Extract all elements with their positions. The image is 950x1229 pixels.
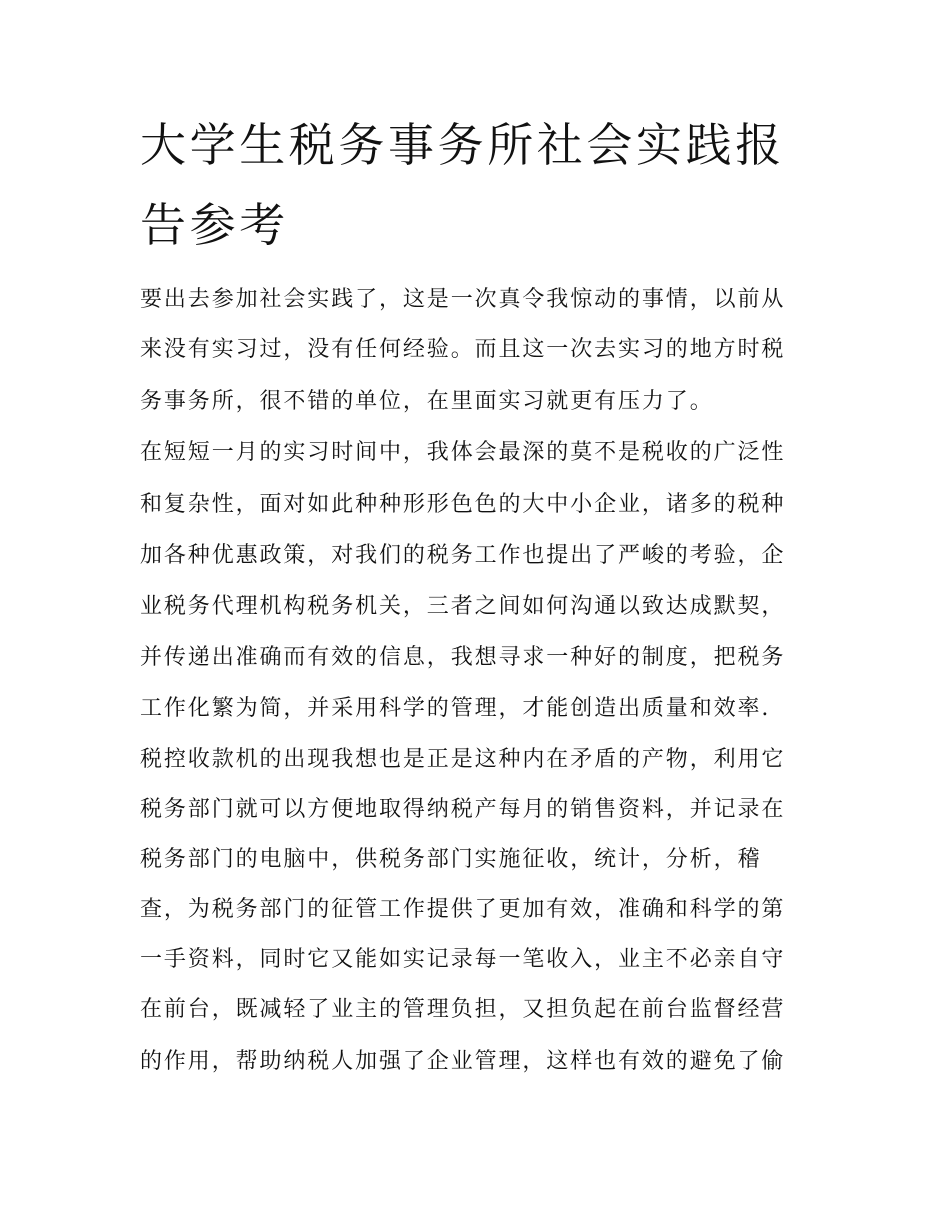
document-title-line-1: 大学生税务事务所社会实践报 [140, 118, 785, 172]
body-line: 的作用，帮助纳税人加强了企业管理，这样也有效的避免了偷 [140, 1049, 786, 1074]
body-line: 税控收款机的出现我想也是正是这种内在矛盾的产物，利用它 [140, 747, 786, 772]
body-line: 在短短一月的实习时间中，我体会最深的莫不是税收的广泛性 [140, 440, 786, 465]
body-line: 并传递出准确而有效的信息，我想寻求一种好的制度，把税务 [140, 645, 786, 670]
body-line: 务事务所，很不错的单位，在里面实习就更有压力了。 [140, 389, 714, 414]
body-line: 来没有实习过，没有任何经验。而且这一次去实习的地方时税 [140, 337, 786, 362]
body-line: 一手资料，同时它又能如实记录每一笔收入，业主不必亲自守 [140, 947, 786, 972]
body-line: 和复杂性，面对如此种种形形色色的大中小企业，诸多的税种 [140, 492, 786, 517]
body-line: 要出去参加社会实践了，这是一次真令我惊动的事情，以前从 [140, 287, 786, 312]
body-line: 税务部门的电脑中，供税务部门实施征收，统计，分析，稽 [140, 847, 762, 872]
body-line: 工作化繁为简，并采用科学的管理，才能创造出质量和效率. [140, 696, 771, 721]
body-line: 在前台，既减轻了业主的管理负担，又担负起在前台监督经营 [140, 997, 786, 1022]
body-line: 业税务代理机构税务机关，三者之间如何沟通以致达成默契， [140, 594, 786, 619]
body-line: 税务部门就可以方便地取得纳税产每月的销售资料，并记录在 [140, 797, 786, 822]
body-line: 查，为税务部门的征管工作提供了更加有效，准确和科学的第 [140, 897, 786, 922]
document-title-line-2: 告参考 [140, 198, 289, 252]
body-line: 加各种优惠政策，对我们的税务工作也提出了严峻的考验，企 [140, 543, 786, 568]
